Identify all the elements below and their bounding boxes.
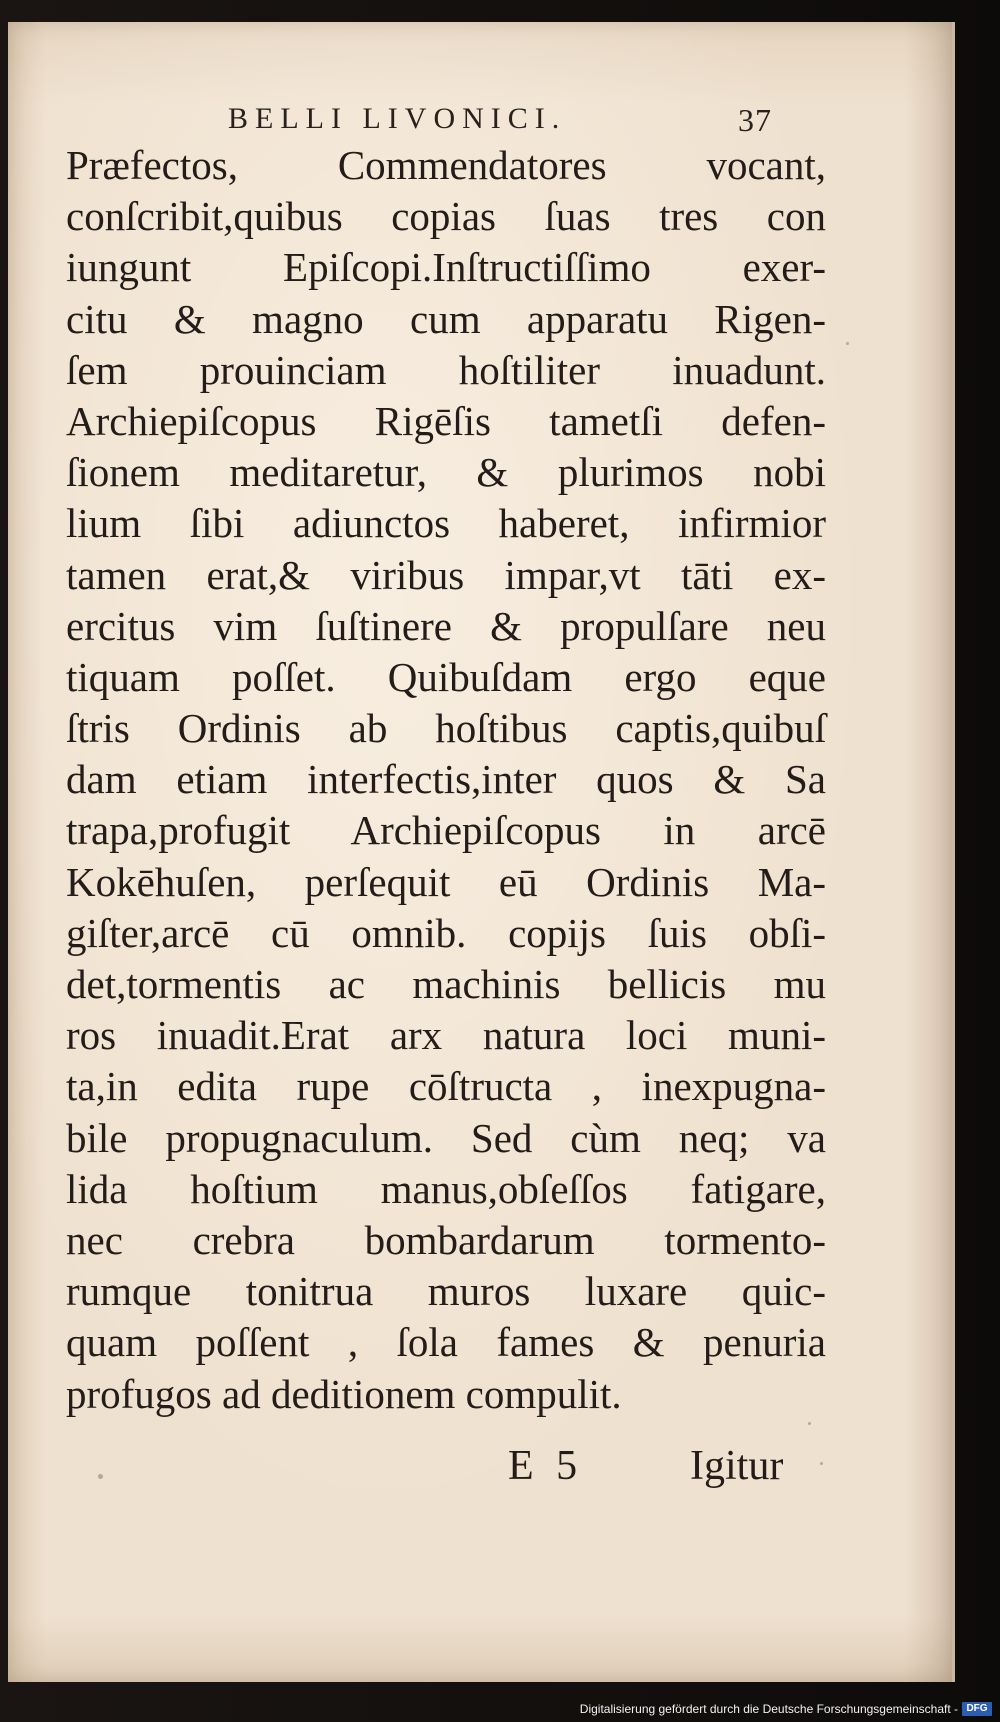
dfg-logo-icon: DFG [962,1702,992,1716]
text-line: ſem prouinciam hoſtiliter inuadunt. [66,346,826,393]
paper-speck [820,1462,823,1465]
text-line: rumque tonitrua muros luxare quic- [66,1268,826,1315]
text-line: bile propugnaculum. Sed cùm neq; va [66,1114,826,1161]
text-line: ſtris Ordinis ab hoſtibus captis,quibuſ [66,705,826,752]
text-line: conſcribit,quibus copias ſuas tres con [66,193,826,240]
text-line: ercitus vim ſuſtinere & propulſare neu [66,602,826,649]
text-line: profugos ad deditionem compulit. [66,1370,622,1417]
running-head: BELLI LIVONICI. [228,102,567,135]
digitization-credit [580,1698,992,1720]
text-line: det,tormentis ac machinis bellicis mu [66,961,826,1007]
page-footer [508,1442,828,1502]
body-text [66,140,826,1420]
signature-mark: E 5 [508,1443,584,1489]
paper-speck [846,342,849,345]
page-header [228,102,788,142]
text-line: quam poſſent , ſola fames & penuria [66,1319,826,1366]
text-line: dam etiam interfectis,inter quos & Sa [66,756,826,803]
text-line: tamen erat,& viribus impar,vt tāti ex- [66,551,826,598]
text-line: ta,in edita rupe cōſtructa , inexpugna- [66,1063,826,1110]
text-line: lium ſibi adiunctos haberet, infirmior [66,500,826,547]
text-line: Præfectos, Commendatores vocant, [66,142,826,188]
text-line: nec crebra bombardarum tormento- [66,1216,826,1263]
text-line: lida hoſtium manus,obſeſſos fatigare, [66,1165,826,1212]
paper-speck [98,1474,103,1479]
text-line: trapa,profugit Archiepiſcopus in arcē [66,807,826,854]
text-line: Kokēhuſen, perſequit eū Ordinis Ma- [66,858,826,905]
digitization-credit-text: Digitalisierung gefördert durch die Deutsche Forschungsgemeinschaft - [579,1702,958,1716]
text-line: giſter,arcē cū omnib. copijs ſuis obſi- [66,909,826,956]
text-line: ros inuadit.Erat arx natura loci muni- [66,1012,826,1059]
book-page [8,22,955,1682]
text-line: iungunt Epiſcopi.Inſtructiſſimo exer- [66,244,826,291]
text-line: citu & magno cum apparatu Rigen- [66,295,826,342]
catchword: Igitur [690,1443,784,1489]
page-number: 37 [738,102,772,138]
paper-speck [808,1422,811,1425]
text-line: Archiepiſcopus Rigēſis tametſi defen- [66,397,826,444]
text-line: tiquam poſſet. Quibuſdam ergo eque [66,653,826,700]
text-line: ſionem meditaretur, & plurimos nobi [66,449,826,496]
